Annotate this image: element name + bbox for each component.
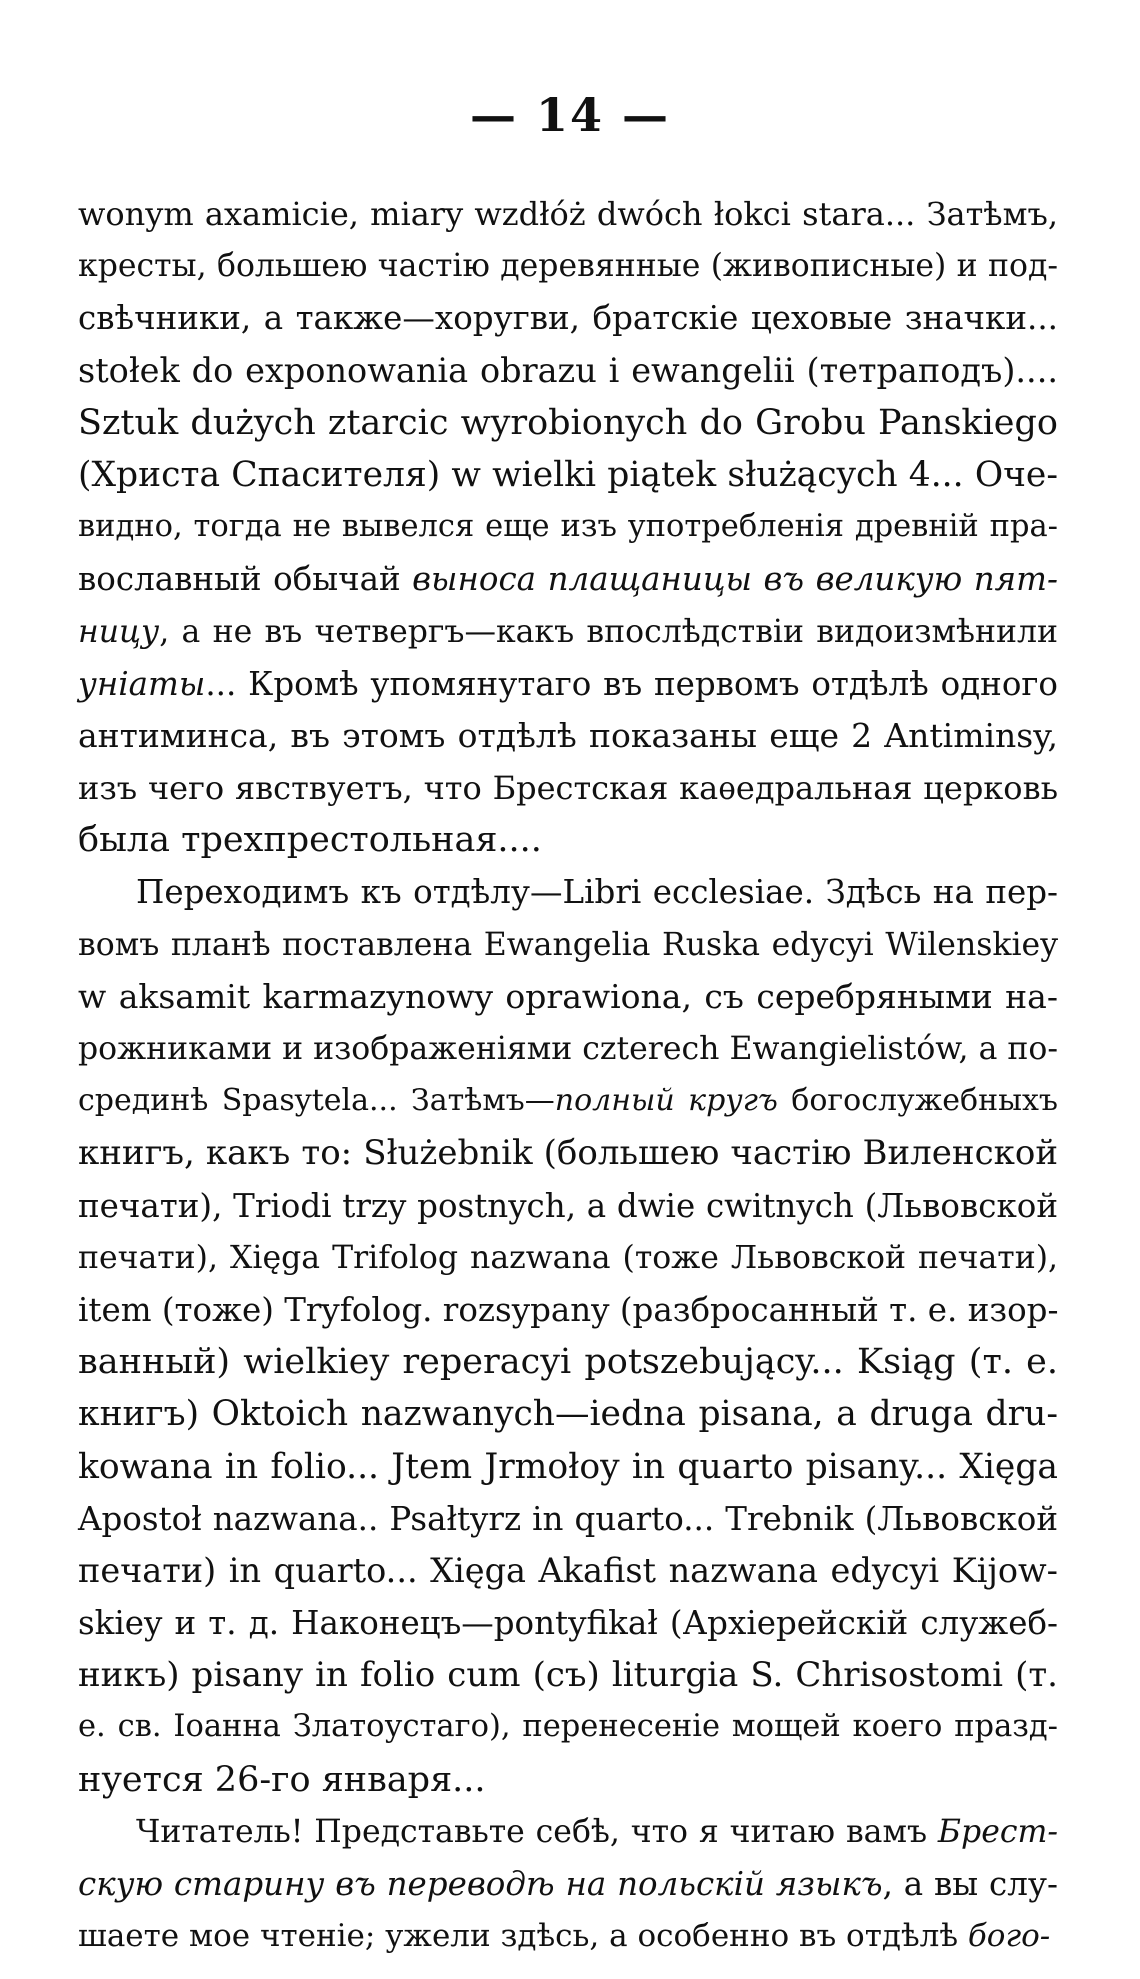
text-segment: ... Кромѣ упомянутаго въ первомъ отдѣлѣ одного [205,664,1058,703]
text-segment: была трехпрестольная.... [78,820,542,861]
text-line [78,1545,1058,1597]
text-line [78,1075,1058,1127]
text-segment: печати) in quarto... Xięga Akafist nazwana edycyi Kijow- [78,1550,1058,1590]
text-segment: шаете мое чтеніе; ужели здѣсь, а особенно въ отдѣлѣ [78,1918,968,1955]
text-segment: кресты, большею частію деревянные (живописные) и под- [78,248,1058,285]
text-line [78,188,1058,240]
text-line [78,1127,1058,1179]
text-line [78,1597,1058,1649]
page-body-text [78,188,1058,1962]
text-segment: Читатель! Представьте себѣ, что я читаю вамъ [136,1813,938,1850]
italic-text: выноса плащаницы въ великую пят- [412,560,1058,599]
italic-text: Брест- [937,1813,1058,1850]
text-segment: skiey и т. д. Наконецъ—pontyfikał (Архіерейскій служеб- [78,1604,1058,1643]
text-line [78,1701,1058,1753]
text-line [78,1441,1058,1493]
text-segment: изъ чего явствуетъ, что Брестская каѳедральная церковь [78,769,1058,808]
text-line [78,1649,1058,1701]
text-segment: никъ) pisany in folio cum (съ) liturgia S. Chrisostomi (т. [78,1655,1058,1696]
text-line [78,762,1058,814]
text-segment: книгъ, какъ то: Służebnik (большею частію Виленской [78,1133,1058,1174]
text-line [78,397,1058,449]
text-line [78,1284,1058,1336]
text-line [78,1754,1058,1806]
text-line [78,919,1058,971]
italic-text: уніаты [78,664,206,703]
text-line [78,658,1058,710]
text-segment: свѣчники, а также—хоругви, братскіе цеховые значки... [78,299,1058,338]
italic-text: полный кругъ [554,1083,778,1119]
text-segment: богослужебныхъ [777,1083,1058,1119]
text-segment: нуется 26-го января... [78,1759,486,1800]
text-line [78,553,1058,605]
text-line [78,292,1058,344]
text-segment: kowana in folio... Jtem Jrmołoy in quarto pisany... Xięga [78,1446,1058,1487]
text-line [78,501,1058,553]
text-segment: Переходимъ къ отдѣлу—Libri ecclesiae. Здѣсь на пер- [136,873,1058,912]
text-line [78,1180,1058,1232]
text-line [78,606,1058,658]
text-line [78,1858,1058,1910]
text-segment: , а не въ четвергъ—какъ впослѣдствіи видоизмѣнили [159,613,1058,650]
text-segment: печати), Xięga Trifolog nazwana (тоже Львовской печати), [78,1239,1058,1276]
text-line [78,1023,1058,1075]
text-line [78,814,1058,866]
text-segment: ванный) wielkiey reperacyi potszebujący... Ksiąg (т. е. [78,1342,1058,1383]
text-segment: вославный обычай [78,560,413,599]
text-line [78,710,1058,762]
text-segment: item (тоже) Tryfolog. rozsypany (разбросанный т. е. изор- [78,1290,1059,1329]
text-line [78,345,1058,397]
text-segment: е. св. Іоанна Златоустаго), перенесеніе мощей коего празд- [78,1709,1058,1745]
italic-text: скую старину въ переводѣ на польскій языкъ [78,1865,883,1903]
text-line [78,1388,1058,1440]
text-segment: рожниками и изображеніями czterech Ewangielistów, а по- [78,1031,1058,1067]
text-segment: вомъ планѣ поставлена Ewangelia Ruska edycyi Wilenskiey [78,926,1058,963]
text-line [78,1336,1058,1388]
text-segment: stołek do exponowania obrazu i ewangelii (тетраподъ).... [78,350,1058,390]
text-line [78,971,1058,1023]
text-segment: Sztuk dużych ztarcic wyrobionych do Grobu Panskiego [78,402,1058,443]
text-segment: , а вы слу- [882,1865,1058,1903]
text-segment: книгъ) Oktoich nazwanych—iedna pisana, a druga dru- [78,1394,1058,1435]
text-segment: печати), Triodi trzy postnych, a dwie cwitnych (Львовской [78,1186,1058,1225]
text-segment: (Христа Спасителя) w wielki piątek służących 4... Оче- [78,454,1058,495]
text-segment: wonym axamicie, miary wzdłóż dwóch łokci stara... Затѣмъ, [78,195,1058,233]
page-number: — 14 — [469,88,671,142]
italic-text: ницу [78,613,160,650]
text-segment: срединѣ Spasytela... Затѣмъ— [78,1083,555,1119]
text-segment: антиминса, въ этомъ отдѣлѣ показаны еще 2 Antiminsy, [78,715,1058,755]
text-segment: w aksamit karmazynowy oprawiona, съ серебряными на- [78,976,1058,1016]
text-line [78,1806,1058,1858]
text-line [78,1232,1058,1284]
italic-text: бого- [967,1918,1051,1955]
text-segment: видно, тогда не вывелся еще изъ употребленія древній пра- [78,509,1058,545]
text-line [78,866,1058,918]
text-segment: Apostoł nazwana.. Psałtyrz in quarto... Trebnik (Львовской [78,1499,1058,1538]
text-line [78,449,1058,501]
text-line [78,1493,1058,1545]
text-line [78,240,1058,292]
text-line [78,1910,1058,1962]
